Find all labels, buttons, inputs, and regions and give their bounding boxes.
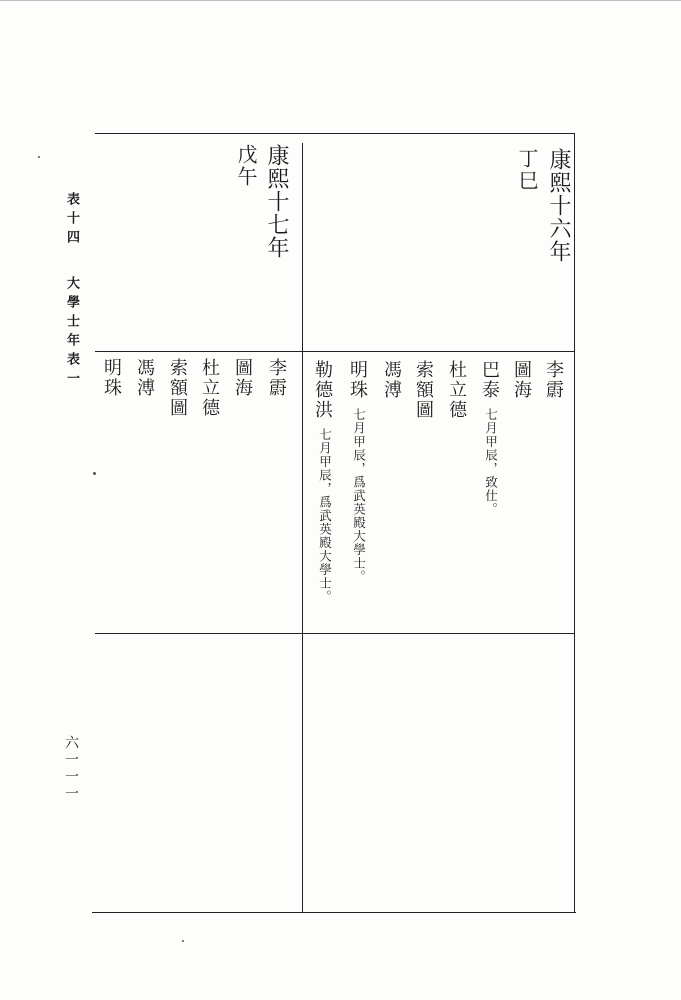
official-name: 明珠 [347, 360, 368, 400]
year-heading: 康熙十六年 [546, 148, 571, 263]
official-name: 巴泰 [479, 360, 500, 400]
official-name: 圖海 [232, 358, 253, 398]
official-note: 七月甲辰，爲武英殿大學士。 [351, 408, 367, 584]
official-note: 七月甲辰，致仕。 [483, 408, 499, 516]
official-note: 七月甲辰，爲武英殿大學士。 [317, 428, 333, 604]
official-name: 杜立德 [446, 360, 467, 420]
ganzhi-heading: 戊午 [234, 144, 258, 188]
official-name: 李霨 [543, 360, 564, 400]
running-title-table-number: 表十四 [64, 192, 79, 249]
scan-speck [93, 472, 96, 475]
scan-top-edge [0, 0, 681, 1]
table-header-rule [95, 351, 575, 352]
scan-speck [38, 156, 40, 158]
official-name: 明珠 [101, 358, 122, 398]
official-name: 索額圖 [167, 358, 188, 418]
page-number: 六一一一 [63, 735, 79, 803]
year-heading: 康熙十七年 [264, 144, 289, 259]
table-bottom-rule [92, 912, 576, 913]
ganzhi-heading: 丁巳 [515, 148, 539, 192]
official-name: 圖海 [511, 360, 532, 400]
official-name: 杜立德 [199, 358, 220, 418]
running-title-table-name: 大學士年表一 [64, 276, 79, 390]
table-top-rule [95, 133, 575, 134]
table-middle-rule [95, 633, 575, 634]
column-divider [302, 143, 303, 913]
official-name: 馮溥 [381, 360, 402, 400]
official-name: 李霨 [266, 358, 287, 398]
official-name: 勒德洪 [312, 360, 333, 420]
scan-speck [182, 940, 184, 942]
official-name: 索額圖 [413, 360, 434, 420]
official-name: 馮溥 [134, 358, 155, 398]
table-right-border [574, 133, 575, 913]
